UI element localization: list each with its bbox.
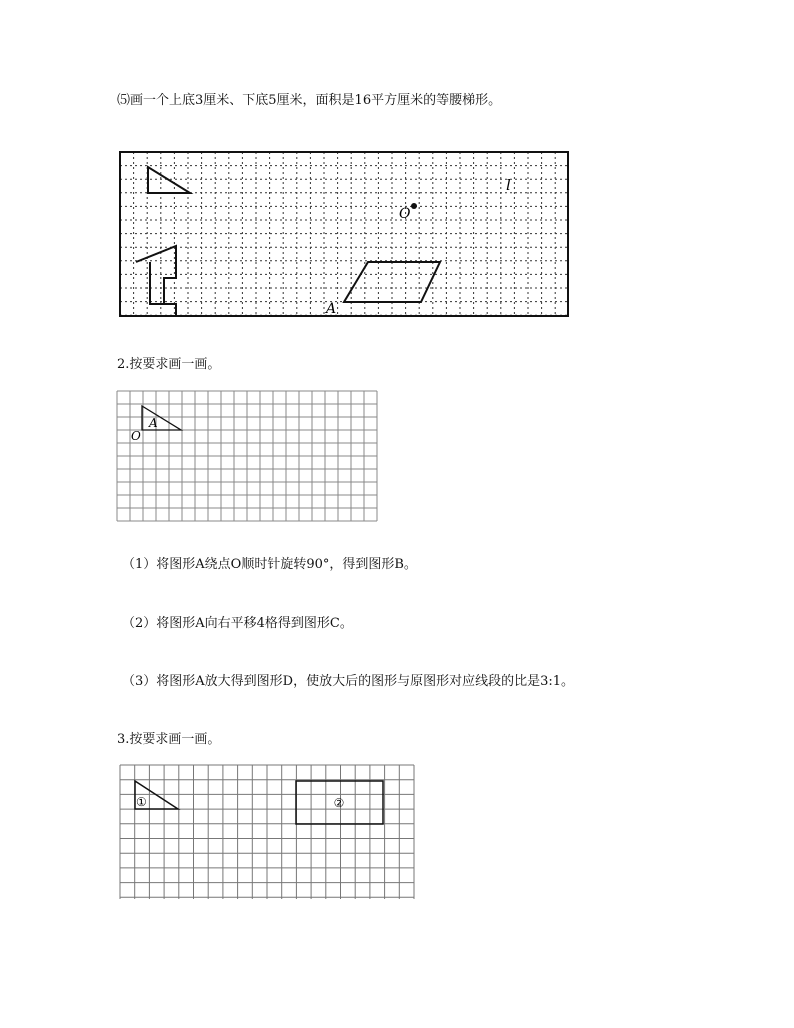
composite-shape (136, 246, 176, 262)
figure-2-grid (116, 390, 378, 523)
figure-3-grid (118, 763, 416, 901)
q2-item-1: （1）将图形A绕点O顺时针旋转90°，得到图形B。 (122, 557, 417, 572)
label-l: l (506, 176, 511, 194)
q3-title: 3.按要求画一画。 (117, 732, 221, 747)
label-2: ② (333, 796, 345, 810)
q2-item-2: （2）将图形A向右平移4格得到图形C。 (122, 616, 353, 631)
label-a-fig2: A (149, 416, 158, 430)
triangle-shape (148, 167, 190, 193)
triangle-a (142, 406, 181, 430)
q2-title: 2.按要求画一画。 (117, 357, 221, 372)
q5-title: ⑸画一个上底3厘米、下底5厘米，面积是16平方厘米的等腰梯形。 (117, 93, 502, 108)
figure-1-grid (118, 150, 570, 318)
label-1: ① (136, 795, 147, 809)
point-o (411, 203, 417, 209)
label-a: A (326, 301, 337, 317)
label-o-fig2: O (131, 429, 141, 443)
label-o: O (399, 206, 411, 222)
q2-item-3: （3）将图形A放大得到图形D，使放大后的图形与原图形对应线段的比是3:1。 (122, 674, 575, 689)
